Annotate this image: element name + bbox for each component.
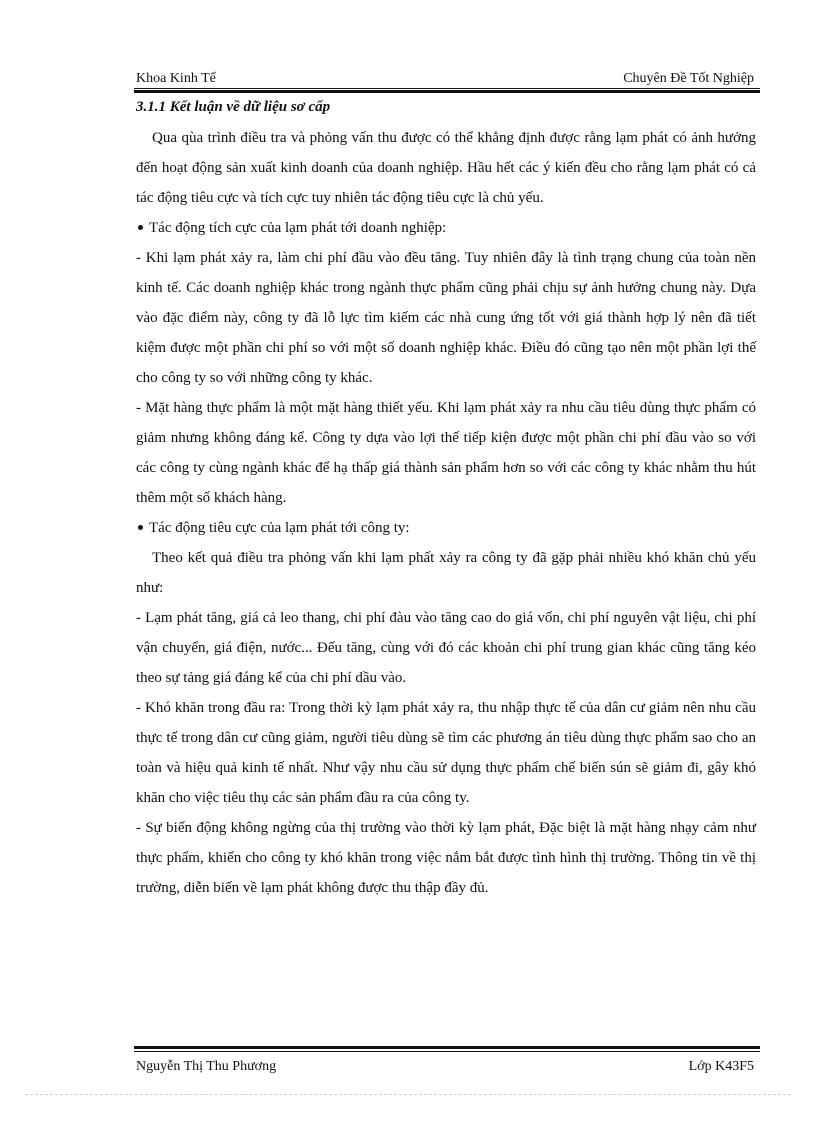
paragraph-positive-2: - Mặt hàng thực phẩm là một mặt hàng thiết yếu. Khi lạm phát xảy ra nhu cầu tiêu dùng thực phẩm có giảm nhưng không đáng kể. Công ty dựa vào lợi thế tiếp kiện được một phần chi phí đầu vào so với các công ty cùng ngành khác để hạ thấp giá thành sản phẩm hơn so với các công ty khác nhằm thu hút thêm một số khách hàng. — [136, 400, 756, 506]
footer-author: Nguyễn Thị Thu Phương — [136, 1059, 277, 1074]
intro-paragraph: Qua qùa trình điều tra và phỏng vấn thu được có thể khẳng định được rằng lạm phát có ảnh hưởng đến hoạt động sản xuất kinh doanh của doanh nghiệp. Hầu hết các ý kiến đều cho rằng lạm phát có cả tác động tiêu cực và tích cực tuy nhiên tác động tiêu cực là chủ yếu. — [136, 130, 756, 206]
bullet-text: Tác động tích cực của lạm phát tới doanh nghiệp: — [149, 220, 447, 236]
bullet-negative — [136, 513, 756, 543]
header-doc-type: Chuyên Đề Tốt Nghiệp — [623, 71, 754, 86]
section-title: 3.1.1 Kết luận về dữ liệu sơ cấp — [136, 99, 331, 115]
page-body — [136, 95, 756, 903]
page-boundary-dotted-line — [25, 1094, 791, 1095]
page-header — [136, 69, 760, 89]
header-faculty: Khoa Kinh Tế — [136, 71, 216, 86]
paragraph-negative-intro: Theo kết quả điều tra phỏng vấn khi lạm phất xảy ra công ty đã gặp phải nhiều khó khăn chủ yếu như: — [136, 550, 756, 596]
bullet-text: Tác động tiêu cực của lạm phát tới công ty: — [149, 520, 410, 536]
header-rule-thick — [134, 90, 760, 93]
page-footer — [136, 1057, 760, 1077]
paragraph-negative-1: - Lạm phát tăng, giá cả leo thang, chi phí đàu vào tăng cao do giá vốn, chi phí nguyên vật liệu, chi phí vận chuyển, giá điện, nước... Đếu tăng, cùng với đó các khoản chi phí trung gian khác cũng tăng kéo theo sự tảng giá đáng kể của chi phí dầu vào. — [136, 610, 756, 686]
footer-rule-thick — [134, 1046, 760, 1049]
paragraph-positive-1: - Khi lạm phát xảy ra, làm chi phí đầu vào đều tăng. Tuy nhiên đây là tình trạng chung của toàn nền kinh tế. Các doanh nghiệp khác trong ngành thực phẩm cũng phải chịu sự ảnh hưởng chung này. Dựa vào đặc điểm này, công ty đã lỗ lực tìm kiếm các nhà cung ứng tốt với giá thành hợp lý nên đã tiết kiệm được một phần chi phí so với một số doanh nghiệp khác. Điều đó cũng tạo nên một phần lợi thế cho công ty so với những công ty khác. — [136, 250, 756, 386]
footer-rule-thin — [134, 1051, 760, 1052]
footer-class: Lớp K43F5 — [688, 1059, 754, 1074]
paragraph-negative-3: - Sự biến động không ngừng của thị trường vào thời kỳ lạm phát, Đặc biệt là mặt hàng nhạy cảm như thực phẩm, khiến cho công ty khó khăn trong việc nắm bắt được tình hình thị trường. Thông tin về thị trường, diễn biến về lạm phát không được thu thập đầy đủ. — [136, 820, 756, 896]
paragraph-negative-2: - Khó khăn trong đầu ra: Trong thời kỳ lạm phát xảy ra, thu nhập thực tế của dân cư giảm nên nhu cầu thực tế trong dân cư cũng giảm, người tiêu dùng sẽ tìm các phương án tiêu dùng thực phẩm sao cho an toàn và hiệu quả kinh tế nhất. Như vậy nhu cầu sử dụng thực phẩm chế biến sún sẽ giảm đi, gây khó khăn cho việc tiêu thụ các sản phẩm đầu ra của công ty. — [136, 700, 756, 806]
bullet-dot-icon — [138, 525, 143, 530]
bullet-dot-icon — [138, 225, 143, 230]
header-rule-thin — [134, 88, 760, 89]
bullet-positive — [136, 213, 756, 243]
